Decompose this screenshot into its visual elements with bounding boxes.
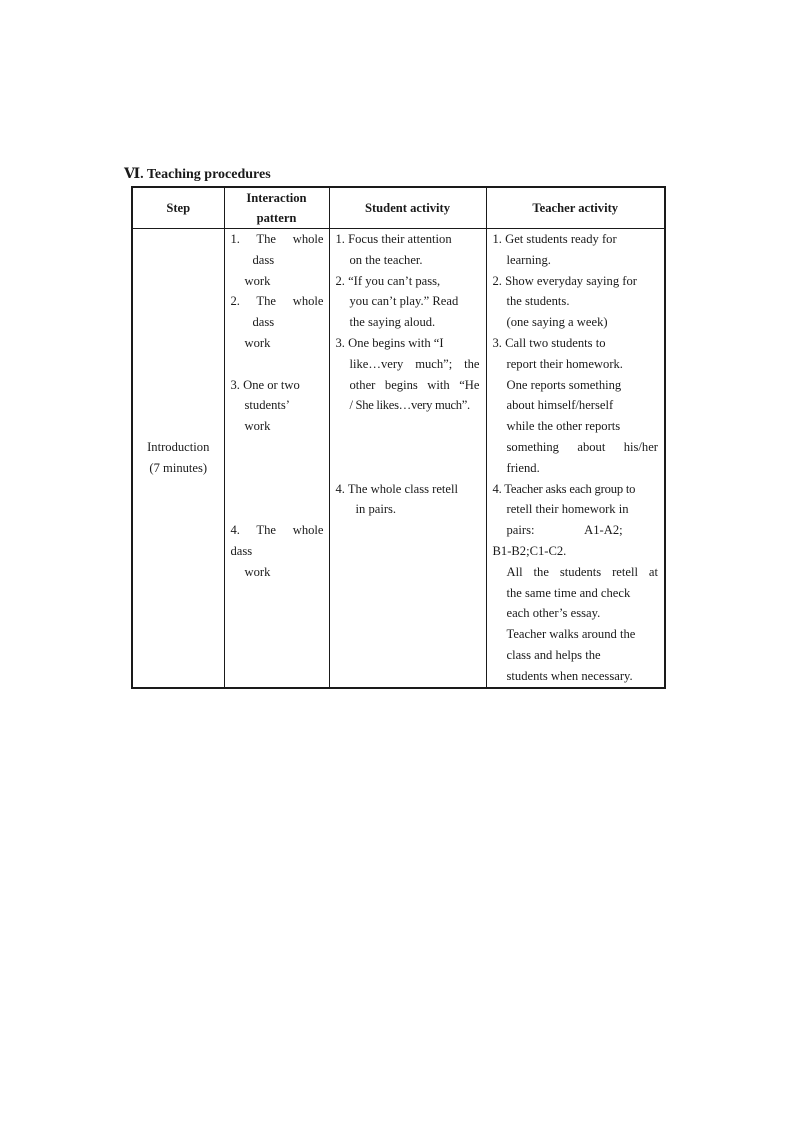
header-row bbox=[132, 187, 665, 229]
student-item-2: 2. “If you can’t pass, bbox=[335, 273, 441, 288]
step-cell bbox=[132, 229, 224, 688]
interaction-item-3: 3. One or two bbox=[230, 377, 300, 392]
teacher-item-1: 1. Get students ready for bbox=[492, 232, 617, 246]
section-title: Ⅵ. Teaching procedures bbox=[124, 167, 271, 182]
teacher-item-2: 2. Show everyday saying for bbox=[492, 273, 637, 288]
student-item-1: 1. Focus their attention bbox=[335, 232, 452, 246]
step-name: Introduction bbox=[147, 439, 210, 454]
interaction-item-4: 4. The whole bbox=[230, 523, 324, 538]
student-item-3: 3. One begins with “I bbox=[335, 335, 444, 350]
header-student-activity: Student activity bbox=[329, 187, 486, 229]
teacher-item-4: 4. Teacher asks each group to bbox=[492, 481, 636, 496]
teaching-procedures-table bbox=[131, 186, 666, 689]
table-row bbox=[132, 229, 665, 688]
teacher-item-3: 3. Call two students to bbox=[492, 335, 606, 350]
teacher-activity-cell: 1. Get students ready for learning. 2. Show everyday saying for the students. (one saying a week) 3. Call two students to report their homework. One reports something about himself/herself while the other reports something about his/her friend. 4. Teacher asks each group to retell their homework in pairs: A1-A2; B1-B2;C1-C2. All the students retell at the same time and check each other’s essay. Teacher walks around the class and helps the students when necessary. bbox=[486, 229, 665, 688]
header-teacher-activity: Teacher activity bbox=[486, 187, 665, 229]
header-step: Step bbox=[132, 187, 224, 229]
student-item-4: 4. The whole class retell bbox=[335, 481, 459, 496]
header-interaction-pattern: Interaction pattern bbox=[224, 187, 329, 229]
interaction-item-1: 1. The whole bbox=[230, 232, 324, 246]
interaction-cell: 1. The whole dass work 2. The whole dass work 3. One or two students’ work 4. The whole dass work bbox=[224, 229, 329, 688]
step-duration: (7 minutes) bbox=[149, 460, 208, 475]
student-activity-cell: 1. Focus their attention on the teacher. 2. “If you can’t pass, you can’t play.” Read the saying aloud. 3. One begins with “I like…very much”; the other begins with “He / She likes…very much”. 4. The whole class retell in pairs. bbox=[329, 229, 486, 688]
interaction-item-2: 2. The whole bbox=[230, 294, 324, 309]
